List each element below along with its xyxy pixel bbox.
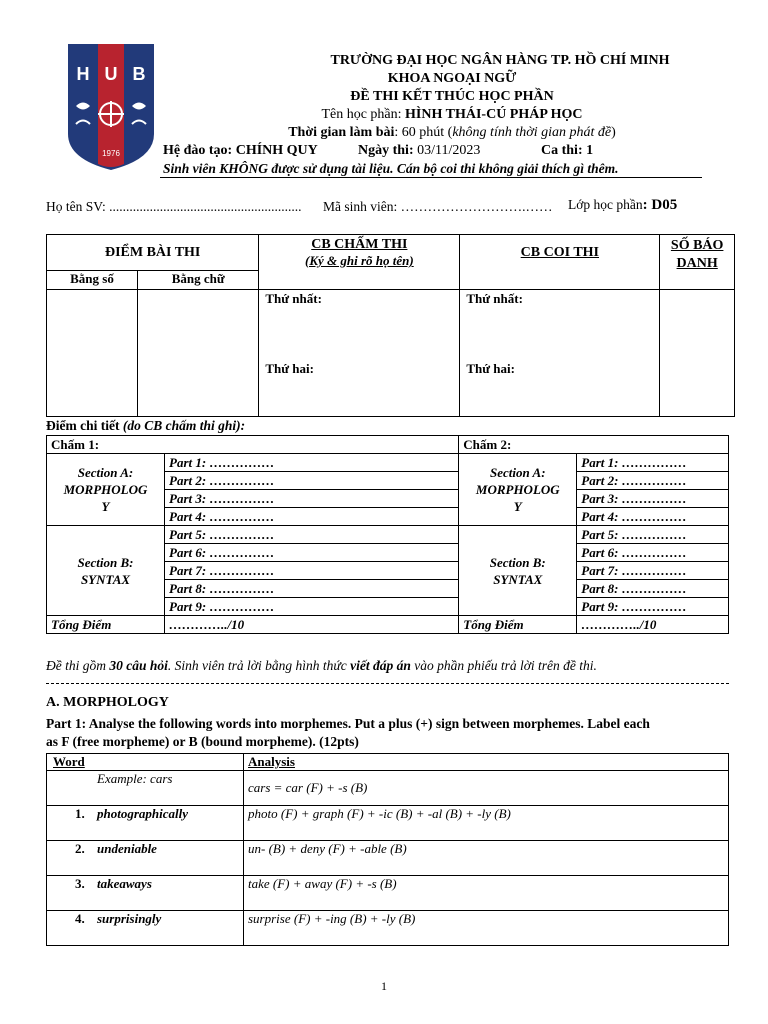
grader1-label: Chấm 1: (47, 436, 459, 454)
g1-part[interactable]: Part 1: …………… (165, 454, 459, 472)
row-number: 3. (75, 876, 85, 891)
course-line: Tên học phần: HÌNH THÁI-CÚ PHÁP HỌC (321, 107, 583, 122)
candidate-number-cell[interactable] (660, 290, 735, 417)
student-id-field[interactable]: Mã sinh viên: ……………………….…… (323, 199, 553, 214)
divider (46, 683, 729, 684)
section-b-label-1: Section B: SYNTAX (47, 526, 165, 616)
section-a-title: A. MORPHOLOGY (46, 695, 169, 710)
proctor-header: CB COI THI (460, 235, 660, 290)
g1-part[interactable]: Part 9: …………… (165, 598, 459, 616)
table-row (47, 911, 729, 946)
logo-letter-h: H (76, 64, 90, 84)
word-cell: takeaways (97, 876, 152, 891)
class-field: Lớp học phần: D05 (568, 197, 678, 213)
grader-signature-cell[interactable]: Thứ nhất: Thứ hai: (259, 290, 460, 417)
grader2-label: Chấm 2: (459, 436, 729, 454)
g2-part[interactable]: Part 6: …………… (577, 544, 729, 562)
analysis-cell[interactable]: cars = car (F) + -s (B) (244, 771, 729, 806)
g1-part[interactable]: Part 4: …………… (165, 508, 459, 526)
g2-part[interactable]: Part 8: …………… (577, 580, 729, 598)
exam-rule: Sinh viên KHÔNG được sử dụng tài liệu. Cán bộ coi thi không giải thích gì thêm. (163, 161, 619, 176)
g1-part[interactable]: Part 3: …………… (165, 490, 459, 508)
word-cell: Example: cars (47, 771, 244, 806)
word-cell: surprisingly (97, 911, 162, 926)
exam-date: Ngày thi: 03/11/2023 (358, 143, 481, 158)
logo-year: 1976 (102, 149, 120, 158)
section-a-label-2: Section A: MORPHOLOG Y (459, 454, 577, 526)
morphology-table (46, 753, 729, 946)
row-number: 4. (75, 911, 85, 926)
score-words-cell[interactable] (138, 290, 259, 417)
g1-part[interactable]: Part 6: …………… (165, 544, 459, 562)
exam-title: ĐỀ THI KẾT THÚC HỌC PHẦN (350, 89, 554, 104)
faculty-name: KHOA NGOẠI NGỮ (387, 71, 517, 86)
analysis-cell[interactable]: take (F) + away (F) + -s (B) (244, 876, 729, 911)
g2-part[interactable]: Part 5: …………… (577, 526, 729, 544)
g1-part[interactable]: Part 5: …………… (165, 526, 459, 544)
g2-part[interactable]: Part 9: …………… (577, 598, 729, 616)
school-name: TRƯỜNG ĐẠI HỌC NGÂN HÀNG TP. HỒ CHÍ MINH (330, 53, 670, 68)
table-row (47, 806, 729, 841)
g1-part[interactable]: Part 8: …………… (165, 580, 459, 598)
analysis-cell[interactable]: photo (F) + graph (F) + -ic (B) + -al (B) + -ly (B) (244, 806, 729, 841)
university-logo (68, 44, 154, 170)
g2-part[interactable]: Part 7: …………… (577, 562, 729, 580)
time-line: Thời gian làm bài: 60 phút (không tính thời gian phát đề) (288, 125, 616, 140)
student-name-field[interactable]: Họ tên SV: ......................................................... (46, 199, 302, 214)
g2-part[interactable]: Part 4: …………… (577, 508, 729, 526)
detail-title: Điểm chi tiết (do CB chấm thi ghi): (46, 418, 246, 433)
g2-part[interactable]: Part 3: …………… (577, 490, 729, 508)
g2-part[interactable]: Part 1: …………… (577, 454, 729, 472)
score-number-header: Bằng số (47, 271, 138, 290)
row-number: 2. (75, 841, 85, 856)
exam-shift: Ca thi: 1 (541, 143, 594, 158)
score-number-cell[interactable] (47, 290, 138, 417)
logo-letter-u: U (104, 64, 118, 84)
header-rule (160, 177, 702, 178)
part1-instruction: Part 1: Analyse the following words into morphemes. Put a plus (+) sign between morphemes. Label each as F (free morpheme) or B (bound morpheme). (12pts) (46, 716, 650, 749)
candidate-number-header: SỐ BÁO DANH (660, 235, 735, 290)
section-a-label-1: Section A: MORPHOLOG Y (47, 454, 165, 526)
score-header: ĐIỂM BÀI THI (47, 235, 259, 271)
grader-header: CB CHẤM THI (Ký & ghi rõ họ tên) (259, 235, 460, 290)
program-line: Hệ đào tạo: CHÍNH QUY (163, 143, 318, 158)
proctor-signature-cell[interactable]: Thứ nhất: Thứ hai: (460, 290, 660, 417)
analysis-cell[interactable]: surprise (F) + -ing (B) + -ly (B) (244, 911, 729, 946)
g1-part[interactable]: Part 2: …………… (165, 472, 459, 490)
table-row (47, 771, 729, 806)
table-row (47, 841, 729, 876)
section-b-label-2: Section B: SYNTAX (459, 526, 577, 616)
score-words-header: Bằng chữ (138, 271, 259, 290)
instructions: Đề thi gồm 30 câu hỏi. Sinh viên trả lời bằng hình thức viết đáp án vào phần phiếu trả lời trên đề thi. (46, 658, 597, 673)
analysis-cell[interactable]: un- (B) + deny (F) + -able (B) (244, 841, 729, 876)
score-box (46, 234, 735, 417)
detail-score-table (46, 435, 729, 634)
g2-total-label: Tổng Điểm (459, 616, 577, 634)
g1-part[interactable]: Part 7: …………… (165, 562, 459, 580)
g1-total[interactable]: …………../10 (165, 616, 459, 634)
word-cell: undeniable (97, 841, 157, 856)
logo-letter-b: B (132, 64, 146, 84)
page-number: 1 (381, 979, 387, 993)
row-number: 1. (75, 806, 85, 821)
word-cell: photographically (97, 806, 189, 821)
table-row (47, 876, 729, 911)
g2-total[interactable]: …………../10 (577, 616, 729, 634)
g1-total-label: Tổng Điểm (47, 616, 165, 634)
col-analysis-header: Analysis (244, 754, 729, 771)
col-word-header: Word (47, 754, 244, 771)
g2-part[interactable]: Part 2: …………… (577, 472, 729, 490)
